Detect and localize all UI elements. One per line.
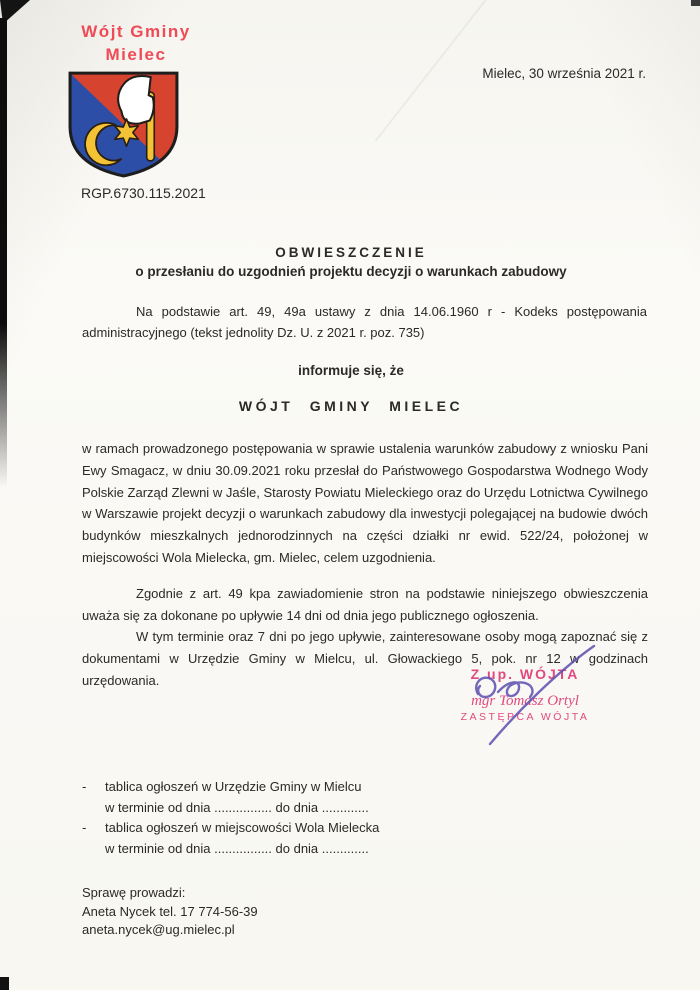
posting-dates: w terminie od dnia ................ do dnia ............. xyxy=(105,799,369,815)
scan-artifact-top-right-corner xyxy=(691,0,700,6)
main-paragraph: w ramach prowadzonego postępowania w sprawie ustalenia warunków zabudowy z wniosku Pani Ewy Smagacz, w dniu 30.09.2021 roku przesłał do Państwowego Gospodarstwa Wodnego Wody Polskie Zarząd Zlewni w Jaśle, Starosty Powiatu Mieleckiego oraz do Urzędu Lotnictwa Cywilnego w Warszawie projekt decyzji o warunkach zabudowy dla inwestycji polegającej na budowie dwóch budynków mieszkalnych jednorodzinnych na części działki nr ewid. 522/24, położonej w miejscowości Wola Mielecka, gm. Mielec, celem uzgodnienia. xyxy=(82,441,648,565)
contact-label: Sprawę prowadzi: xyxy=(82,885,186,900)
axe-head-icon xyxy=(118,76,154,124)
stamp-signer-name: mgr Tomasz Ortyl xyxy=(471,693,579,709)
posting-title: tablica ogłoszeń w miejscowości Wola Mielecka xyxy=(105,820,380,835)
sender-line1: Wójt Gminy xyxy=(81,22,191,41)
scan-artifact-bottom-left-corner xyxy=(0,977,9,990)
art49-paragraph: Zgodnie z art. 49 kpa zawiadomienie stron na podstawie niniejszego obwieszczenia uważa się za dokonane po upływie 14 dni od dnia jego publicznego ogłoszenia. xyxy=(82,585,648,623)
posting-item xyxy=(82,777,379,818)
contact-phone: Aneta Nycek tel. 17 774-56-39 xyxy=(82,903,258,919)
list-dash: - xyxy=(82,779,87,794)
document-title: OBWIESZCZENIE xyxy=(275,245,427,260)
legal-basis-paragraph: Na podstawie art. 49, 49a ustawy z dnia 14.06.1960 r - Kodeks postępowania administracyjnego (tekst jednolity Dz. U. z 2021 r. poz. 735) xyxy=(82,304,647,340)
posting-dates: w terminie od dnia ................ do dnia ............. xyxy=(105,840,369,856)
coat-of-arms-mielec xyxy=(63,68,184,181)
handwritten-signature xyxy=(462,640,602,752)
posting-item xyxy=(82,818,379,859)
stamp-on-behalf: Z up. WÓJTA xyxy=(470,666,580,682)
contact-block xyxy=(82,884,258,940)
scan-artifact-left-edge xyxy=(0,18,7,488)
sender-line2: Mielec xyxy=(105,45,167,64)
reference-number: RGP.6730.115.2021 xyxy=(81,185,206,201)
posting-title: tablica ogłoszeń w Urzędzie Gminy w Mielcu xyxy=(105,779,362,794)
sender-header xyxy=(56,20,216,66)
document-subtitle: o przesłaniu do uzgodnień projektu decyzji o warunkach zabudowy xyxy=(135,264,567,279)
place-date: Mielec, 30 września 2021 r. xyxy=(482,66,646,81)
informs-line: informuje się, że xyxy=(298,363,404,378)
contact-email: aneta.nycek@ug.mielec.pl xyxy=(82,922,235,937)
deadline-paragraph: W tym terminie oraz 7 dni po jego upływie, zainteresowane osoby mogą zapoznać się z dokumentami w Urzędzie Gminy w Mielcu, ul. Głowackiego 5, pok. nr 12 w godzinach urzędowania. xyxy=(82,629,648,688)
authority-name: WÓJT GMINY MIELEC xyxy=(238,398,464,414)
list-dash: - xyxy=(82,820,87,835)
posting-locations-list xyxy=(82,777,379,859)
stamp-signer-position: ZASTĘPCA WÓJTA xyxy=(460,711,590,723)
